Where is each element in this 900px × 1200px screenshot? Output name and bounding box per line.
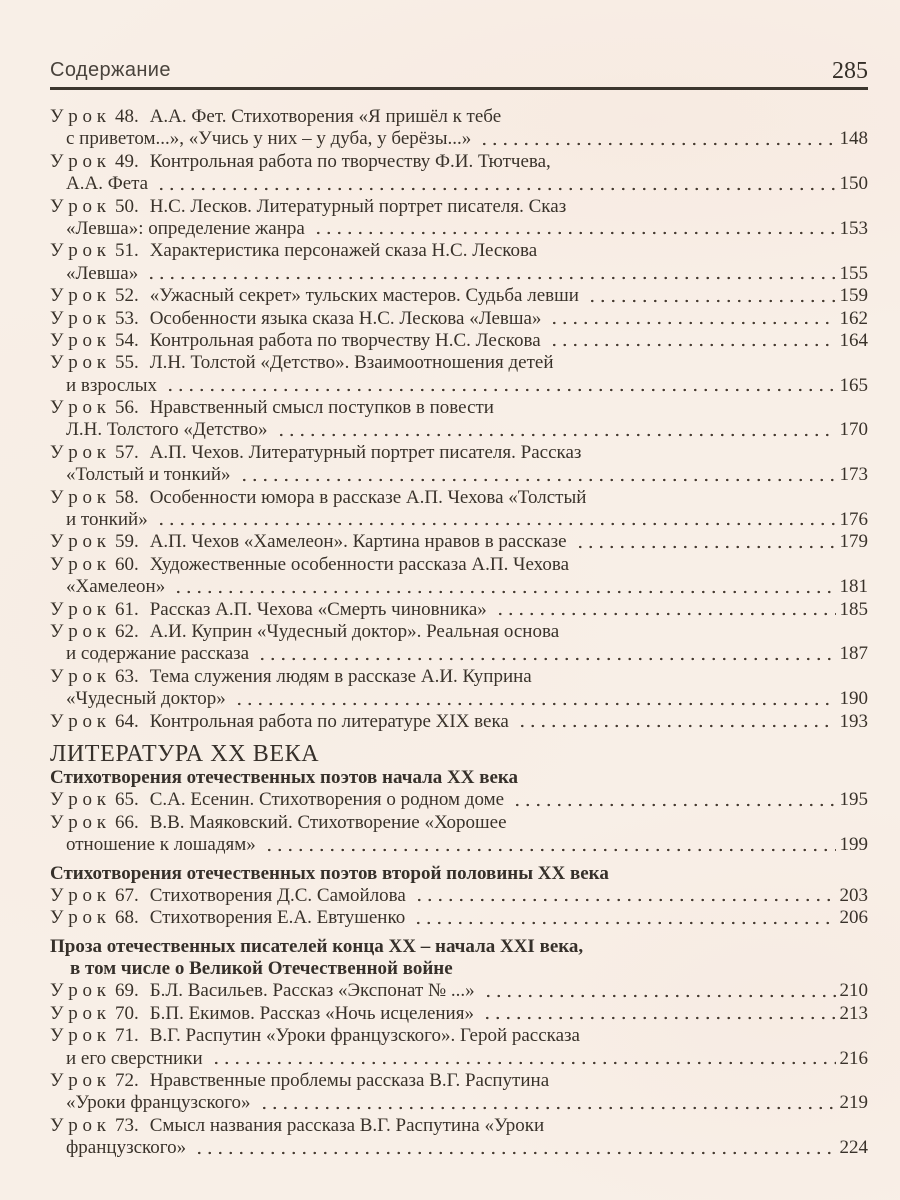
- entry-title: Л.Н. Толстой «Детство». Взаимоотношения детей: [149, 352, 554, 374]
- dot-leader: [257, 1092, 836, 1114]
- lesson-number: 62.: [114, 620, 139, 642]
- lesson-number: 59.: [114, 531, 139, 553]
- lesson-label: У р о к: [50, 106, 106, 127]
- lesson-label: У р о к: [50, 1025, 106, 1047]
- entry-title: С.А. Есенин. Стихотворения о родном доме: [149, 789, 505, 811]
- lesson-number: 66.: [114, 811, 139, 833]
- entry-title: А.А. Фета: [66, 173, 149, 195]
- entry-page: 216: [839, 1047, 868, 1069]
- toc-entry: [50, 1115, 868, 1137]
- dot-leader: [493, 599, 836, 621]
- lesson-label: У р о к: [50, 531, 106, 553]
- entry-page: 153: [839, 217, 868, 239]
- toc-entry: [50, 789, 868, 811]
- lesson-label: У р о к: [50, 598, 106, 620]
- lesson-number: 73.: [114, 1114, 139, 1136]
- entry-continuation-line: [50, 509, 868, 531]
- toc-entry: [50, 907, 868, 929]
- entry-title: отношение к лошадям»: [66, 834, 256, 856]
- lesson-label: У р о к: [50, 486, 106, 508]
- toc-entry: [50, 812, 868, 834]
- lesson-label: У р о к: [50, 907, 106, 929]
- toc-entry: [50, 240, 868, 262]
- entry-title: Б.П. Екимов. Рассказ «Ночь исцеления»: [149, 1002, 474, 1024]
- entry-title: Смысл названия рассказа В.Г. Распутина «Уроки: [149, 1114, 545, 1136]
- dot-leader: [209, 1048, 836, 1070]
- entry-title: «Ужасный секрет» тульских мастеров. Судьба левши: [149, 285, 579, 307]
- lesson-number: 56.: [114, 397, 139, 419]
- entry-page: 159: [839, 285, 868, 307]
- entry-title: В.В. Маяковский. Стихотворение «Хорошее: [149, 811, 507, 833]
- lesson-number: 61.: [114, 598, 139, 620]
- entry-continuation-line: [50, 128, 868, 150]
- dot-leader: [154, 173, 835, 195]
- lesson-number: 51.: [114, 240, 139, 262]
- lesson-number: 52.: [114, 285, 139, 307]
- lesson-number: 71.: [114, 1025, 139, 1047]
- entry-title: Особенности языка сказа Н.С. Лескова «Левша»: [149, 307, 542, 329]
- dot-leader: [237, 464, 836, 486]
- entry-continuation-line: [50, 419, 868, 441]
- entry-continuation-line: [50, 643, 868, 665]
- entry-page: 190: [839, 688, 868, 710]
- entry-page: 206: [839, 907, 868, 929]
- dot-leader: [274, 419, 836, 441]
- entry-title: французского»: [66, 1137, 187, 1159]
- entry-title: и взрослых: [66, 374, 158, 396]
- entry-page: 213: [839, 1002, 868, 1024]
- lesson-label: У р о к: [50, 553, 106, 575]
- entry-page: 164: [839, 329, 868, 351]
- toc-entry: [50, 711, 868, 733]
- lesson-number: 55.: [114, 352, 139, 374]
- entry-title: и его сверстники: [66, 1047, 203, 1069]
- lesson-label: У р о к: [50, 329, 106, 351]
- lesson-number: 53.: [114, 307, 139, 329]
- entry-continuation-line: [50, 263, 868, 285]
- toc-title: Содержание: [50, 59, 171, 81]
- toc-entry: [50, 666, 868, 688]
- lesson-label: У р о к: [50, 195, 106, 217]
- lesson-label: У р о к: [50, 240, 106, 262]
- entry-page: 162: [839, 307, 868, 329]
- lesson-label: У р о к: [50, 441, 106, 463]
- subsection-heading: Проза отечественных писателей конца XX – начала XXI века,: [50, 935, 584, 957]
- toc-entry: [50, 487, 868, 509]
- entry-page: 203: [839, 884, 868, 906]
- lesson-label: У р о к: [50, 285, 106, 307]
- dot-leader: [515, 711, 836, 733]
- lesson-label: У р о к: [50, 665, 106, 687]
- entry-continuation-line: [50, 834, 868, 856]
- entry-continuation-line: [50, 173, 868, 195]
- toc-entry: [50, 1003, 868, 1025]
- entry-title: В.Г. Распутин «Уроки французского». Герой рассказа: [149, 1025, 580, 1047]
- dot-leader: [585, 285, 836, 307]
- entry-continuation-line: [50, 576, 868, 598]
- entry-page: 150: [839, 173, 868, 195]
- entry-page: 185: [839, 598, 868, 620]
- entry-title: Н.С. Лесков. Литературный портрет писателя. Сказ: [149, 195, 567, 217]
- dot-leader: [144, 263, 835, 285]
- entry-title: «Хамелеон»: [66, 576, 166, 598]
- toc-entry: [50, 621, 868, 643]
- lesson-number: 54.: [114, 329, 139, 351]
- entry-page: 170: [839, 419, 868, 441]
- toc-entry: [50, 554, 868, 576]
- dot-leader: [480, 1003, 836, 1025]
- entry-page: 210: [839, 980, 868, 1002]
- dot-leader: [481, 980, 836, 1002]
- lesson-number: 64.: [114, 710, 139, 732]
- lesson-label: У р о к: [50, 1070, 106, 1092]
- lesson-label: У р о к: [50, 980, 106, 1002]
- entry-page: 181: [839, 576, 868, 598]
- dot-leader: [192, 1137, 835, 1159]
- entry-page: 165: [839, 374, 868, 396]
- lesson-label: У р о к: [50, 620, 106, 642]
- entry-page: 195: [839, 789, 868, 811]
- lesson-number: 60.: [114, 553, 139, 575]
- dot-leader: [411, 907, 835, 929]
- entry-title: Стихотворения Е.А. Евтушенко: [149, 907, 406, 929]
- entry-title: «Чудесный доктор»: [66, 688, 226, 710]
- entry-page: 187: [839, 643, 868, 665]
- lesson-label: У р о к: [50, 884, 106, 906]
- toc-header: [50, 58, 868, 90]
- entry-page: 176: [839, 509, 868, 531]
- lesson-number: 69.: [114, 980, 139, 1002]
- entry-continuation-line: [50, 688, 868, 710]
- lesson-label: У р о к: [50, 307, 106, 329]
- dot-leader: [171, 576, 835, 598]
- entry-title: Контрольная работа по литературе XIX века: [149, 710, 509, 732]
- entry-page: 148: [839, 128, 868, 150]
- entry-title: Контрольная работа по творчеству Ф.И. Тютчева,: [149, 150, 551, 172]
- dot-leader: [547, 330, 836, 352]
- toc-entry: [50, 106, 868, 128]
- entry-continuation-line: [50, 1048, 868, 1070]
- toc-entry: [50, 330, 868, 352]
- entry-title: Л.Н. Толстого «Детство»: [66, 419, 268, 441]
- entry-page: 224: [839, 1137, 868, 1159]
- lesson-label: У р о к: [50, 789, 106, 811]
- dot-leader: [510, 789, 835, 811]
- lesson-label: У р о к: [50, 811, 106, 833]
- entry-title: Рассказ А.П. Чехова «Смерть чиновника»: [149, 598, 487, 620]
- dot-leader: [311, 218, 836, 240]
- entry-title: А.И. Куприн «Чудесный доктор». Реальная основа: [149, 620, 560, 642]
- entry-page: 179: [839, 531, 868, 553]
- entry-title: «Левша»: определение жанра: [66, 217, 305, 239]
- toc-entry: [50, 442, 868, 464]
- dot-leader: [477, 128, 835, 150]
- dot-leader: [412, 885, 836, 907]
- lesson-number: 65.: [114, 789, 139, 811]
- toc-entry: [50, 1070, 868, 1092]
- subsection-heading-line2: в том числе о Великой Отечественной войне: [70, 958, 453, 980]
- toc-entry: [50, 885, 868, 907]
- entry-title: Нравственные проблемы рассказа В.Г. Распутина: [149, 1070, 550, 1092]
- toc-entry: [50, 196, 868, 218]
- toc-entry: [50, 285, 868, 307]
- entry-title: Нравственный смысл поступков в повести: [149, 397, 494, 419]
- entry-title: Характеристика персонажей сказа Н.С. Лескова: [149, 240, 538, 262]
- lesson-label: У р о к: [50, 1002, 106, 1024]
- lesson-number: 50.: [114, 195, 139, 217]
- subsection-heading: Стихотворения отечественных поэтов начала XX века: [50, 766, 519, 788]
- lesson-number: 67.: [114, 884, 139, 906]
- entry-title: с приветом...», «Учись у них – у дуба, у берёзы...»: [66, 128, 472, 150]
- entry-title: и содержание рассказа: [66, 643, 250, 665]
- entry-title: Контрольная работа по творчеству Н.С. Лескова: [149, 329, 541, 351]
- entry-title: Особенности юмора в рассказе А.П. Чехова «Толстый: [149, 486, 587, 508]
- entry-title: «Уроки французского»: [66, 1092, 251, 1114]
- dot-leader: [154, 509, 836, 531]
- dot-leader: [573, 531, 836, 553]
- toc-entry: [50, 980, 868, 1002]
- lesson-number: 72.: [114, 1070, 139, 1092]
- toc-list: [50, 106, 868, 1160]
- entry-title: Б.Л. Васильев. Рассказ «Экспонат № ...»: [149, 980, 475, 1002]
- entry-title: А.А. Фет. Стихотворения «Я пришёл к тебе: [149, 106, 502, 127]
- dot-leader: [163, 375, 835, 397]
- lesson-number: 63.: [114, 665, 139, 687]
- entry-title: Художественные особенности рассказа А.П. Чехова: [149, 553, 570, 575]
- toc-entry: [50, 599, 868, 621]
- entry-page: 155: [839, 262, 868, 284]
- entry-title: Стихотворения Д.С. Самойлова: [149, 884, 406, 906]
- lesson-label: У р о к: [50, 1114, 106, 1136]
- entry-continuation-line: [50, 464, 868, 486]
- entry-title: и тонкий»: [66, 509, 148, 531]
- lesson-number: 57.: [114, 441, 139, 463]
- page-number: 285: [832, 58, 868, 84]
- entry-page: 173: [839, 464, 868, 486]
- subsection-heading: Стихотворения отечественных поэтов второй половины XX века: [50, 862, 609, 884]
- lesson-number: 49.: [114, 150, 139, 172]
- lesson-label: У р о к: [50, 150, 106, 172]
- lesson-number: 68.: [114, 907, 139, 929]
- entry-title: «Левша»: [66, 262, 139, 284]
- dot-leader: [232, 688, 836, 710]
- entry-page: 193: [839, 710, 868, 732]
- dot-leader: [547, 308, 835, 330]
- entry-page: 219: [839, 1092, 868, 1114]
- section-heading: ЛИТЕРАТУРА XX ВЕКА: [50, 740, 320, 767]
- toc-entry: [50, 1025, 868, 1047]
- entry-continuation-line: [50, 1092, 868, 1114]
- entry-page: 199: [839, 834, 868, 856]
- lesson-label: У р о к: [50, 352, 106, 374]
- dot-leader: [262, 834, 836, 856]
- entry-continuation-line: [50, 1137, 868, 1159]
- entry-title: «Толстый и тонкий»: [66, 464, 231, 486]
- entry-title: Тема служения людям в рассказе А.И. Куприна: [149, 665, 532, 687]
- toc-entry: [50, 531, 868, 553]
- dot-leader: [255, 643, 835, 665]
- entry-title: А.П. Чехов. Литературный портрет писателя. Рассказ: [149, 441, 582, 463]
- entry-continuation-line: [50, 375, 868, 397]
- lesson-number: 48.: [114, 106, 139, 127]
- lesson-number: 70.: [114, 1002, 139, 1024]
- toc-entry: [50, 352, 868, 374]
- entry-title: А.П. Чехов «Хамелеон». Картина нравов в рассказе: [149, 531, 567, 553]
- lesson-label: У р о к: [50, 397, 106, 419]
- toc-entry: [50, 151, 868, 173]
- toc-entry: [50, 308, 868, 330]
- lesson-number: 58.: [114, 486, 139, 508]
- toc-entry: [50, 397, 868, 419]
- entry-continuation-line: [50, 218, 868, 240]
- lesson-label: У р о к: [50, 710, 106, 732]
